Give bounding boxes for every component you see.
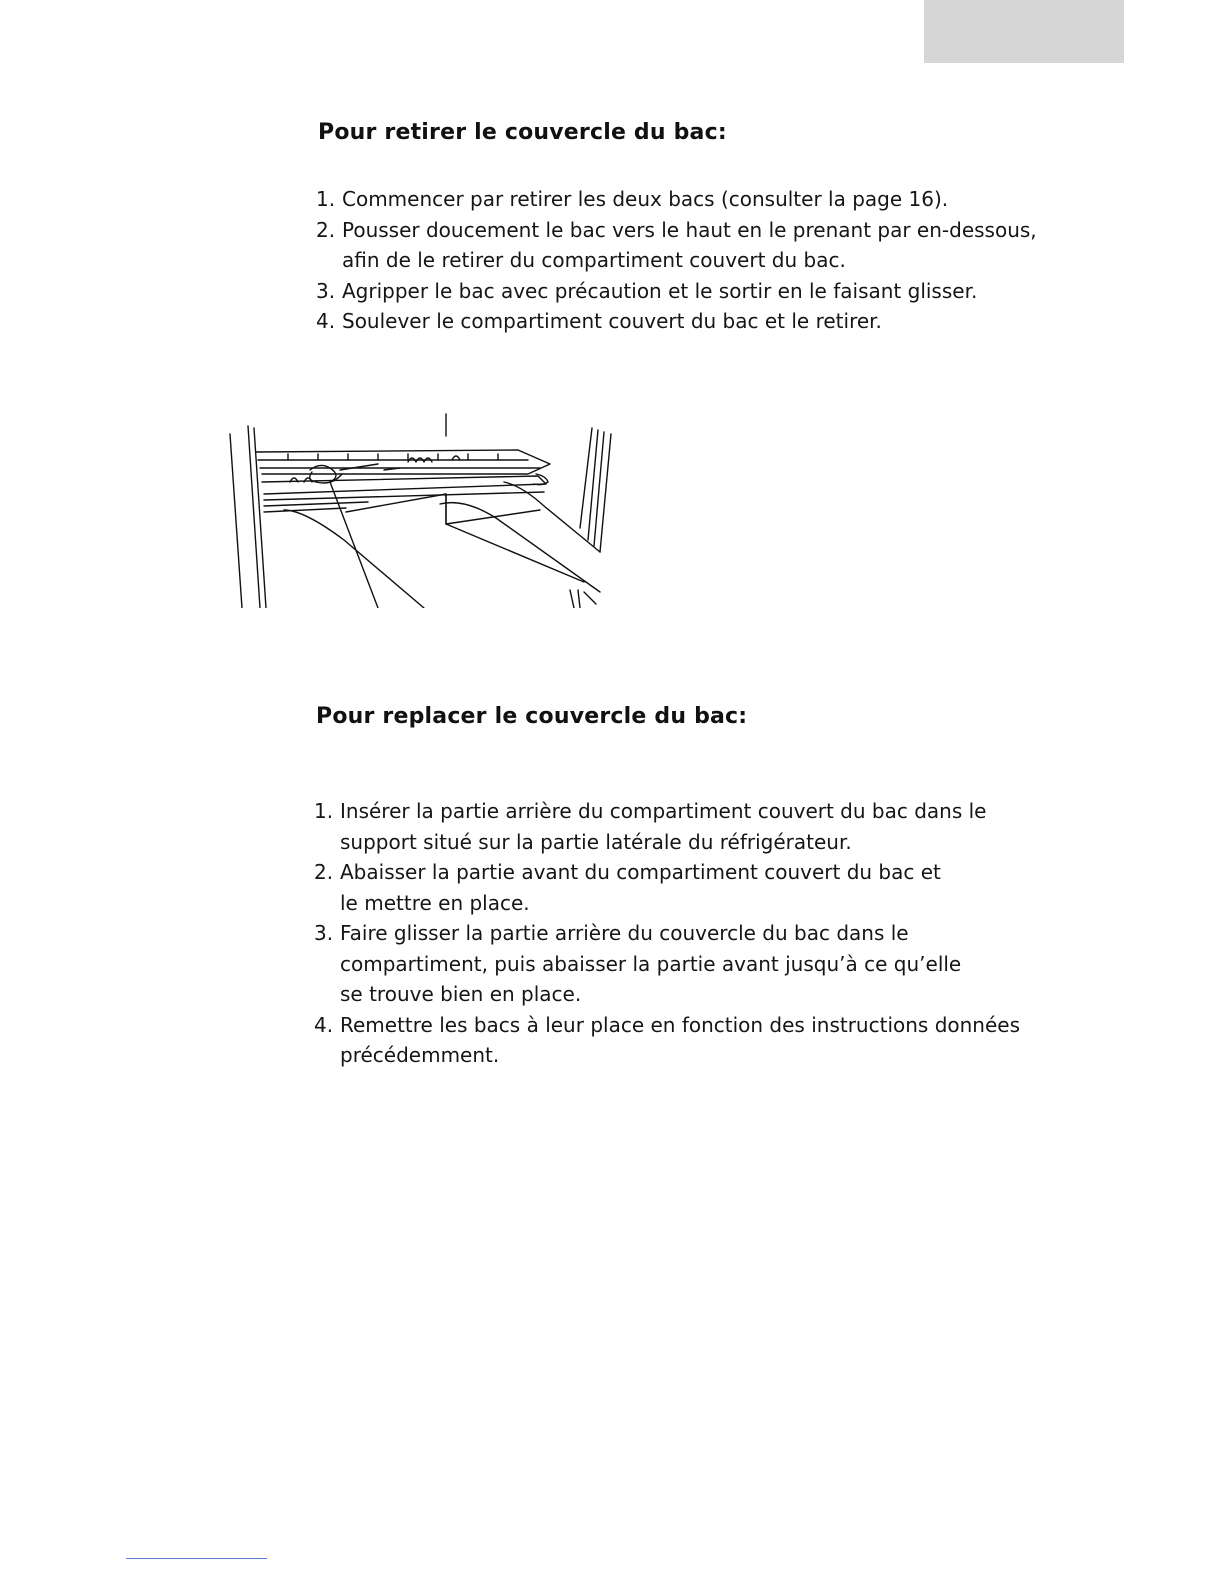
remove-cover-steps <box>316 184 1036 337</box>
remove-cover-heading: Pour retirer le couvercle du bac: <box>318 120 727 145</box>
replace-step-1: 1. Insérer la partie arrière du compartiment couvert du bac dans le support situé sur la partie latérale du réfrigérateur. <box>314 799 987 854</box>
crisper-cover-removal-illustration <box>228 412 620 608</box>
replace-cover-heading: Pour replacer le couvercle du bac: <box>316 704 748 729</box>
remove-step-3: 3. Agripper le bac avec précaution et le sortir en le faisant glisser. <box>316 278 978 303</box>
replace-step-4: 4. Remettre les bacs à leur place en fonction des instructions données précédemment. <box>314 1012 1020 1067</box>
remove-step-2: 2. Pousser doucement le bac vers le haut en le prenant par en-dessous, afin de le retirer du compartiment couvert du bac. <box>316 217 1037 272</box>
replace-cover-steps <box>314 796 1020 1071</box>
page-tab-marker <box>924 0 1124 63</box>
replace-step-2: 2. Abaisser la partie avant du compartiment couvert du bac et le mettre en place. <box>314 860 941 915</box>
remove-step-4: 4. Soulever le compartiment couvert du bac et le retirer. <box>316 309 882 333</box>
replace-step-3: 3. Faire glisser la partie arrière du couvercle du bac dans le compartiment, puis abaisser la partie avant jusqu’à ce qu’elle se trouve bien en place. <box>314 921 962 1006</box>
footer-divider <box>126 1558 267 1559</box>
remove-step-1: 1. Commencer par retirer les deux bacs (consulter la page 16). <box>316 187 949 211</box>
